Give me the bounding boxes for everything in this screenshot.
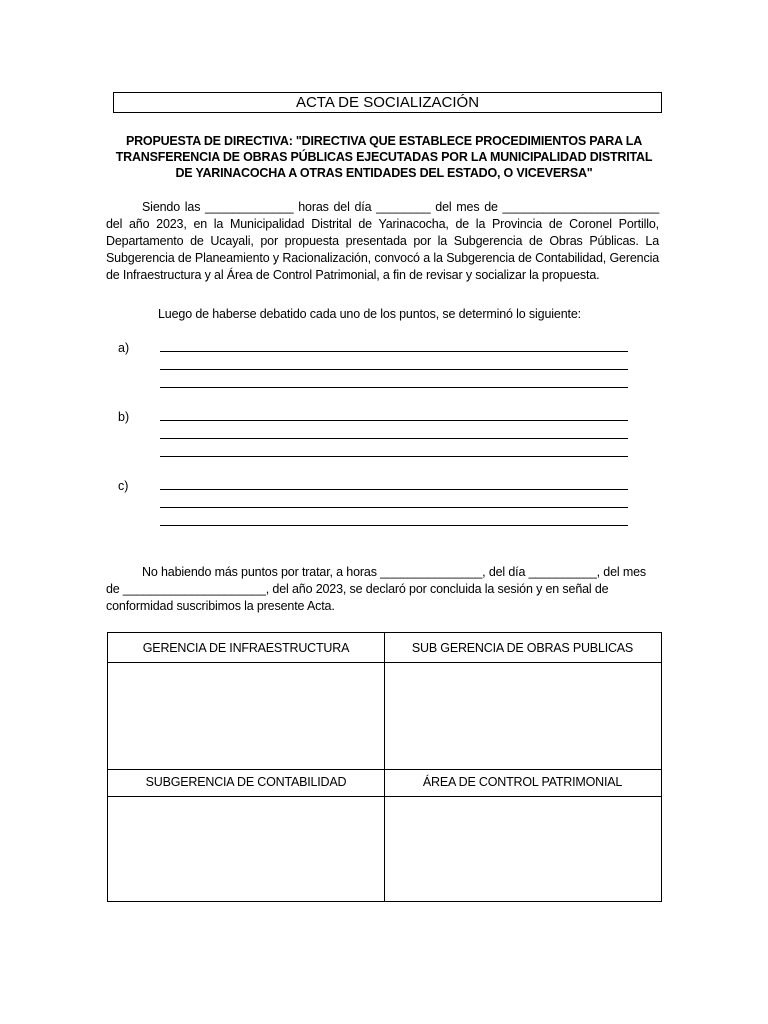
item-label-c: c): [118, 479, 129, 493]
signature-cell-obras-publicas: [384, 633, 661, 769]
item-b-line-3: [160, 456, 628, 457]
item-a-line-2: [160, 369, 628, 370]
document-title: ACTA DE SOCIALIZACIÓN: [113, 92, 662, 113]
signature-header-contabilidad: SUBGERENCIA DE CONTABILIDAD: [145, 775, 347, 789]
signature-cell-infraestructura: [108, 633, 384, 769]
signature-table: [107, 632, 662, 902]
signature-header-infraestructura: GERENCIA DE INFRAESTRUCTURA: [142, 641, 350, 655]
directive-proposal-heading: PROPUESTA DE DIRECTIVA: "DIRECTIVA QUE ESTABLECE PROCEDIMIENTOS PARA LA TRANSFERENCIA DE OBRAS PÚBLICAS EJECUTADAS POR LA MUNICIPALIDAD DISTRITAL DE YARINACOCHA A OTRAS ENTIDADES DEL ESTADO, O VICEVERSA": [115, 134, 653, 180]
signature-header-obras-publicas: SUB GERENCIA DE OBRAS PUBLICAS: [411, 641, 634, 655]
item-c-line-1: [160, 489, 628, 490]
signature-cell-control-patrimonial: [384, 769, 661, 901]
item-label-b: b): [118, 410, 130, 424]
item-c-line-3: [160, 525, 628, 526]
closing-paragraph: No habiendo más puntos por tratar, a horas _______________, del día __________, del mes de _____________________, del año 2023, se declaró por concluida la sesión y en señal de conformidad suscribimos la presente Acta.: [106, 565, 647, 613]
item-label-a: a): [118, 341, 130, 355]
signature-header-control-patrimonial: ÁREA DE CONTROL PATRIMONIAL: [422, 775, 623, 789]
item-b-line-2: [160, 438, 628, 439]
opening-paragraph: Siendo las _____________ horas del día ________ del mes de _______________________ del año 2023, en la Municipalidad Distrital de Yarinacocha, de la Provincia de Coronel Portillo, Departamento de Ucayali, por propuesta presentada por la Subgerencia de Obras Públicas. La Subgerencia de Planeamiento y Racionalización, convocó a la Subgerencia de Contabilidad, Gerencia de Infraestructura y al Área de Control Patrimonial, a fin de revisar y socializar la propuesta.: [106, 200, 659, 282]
debate-paragraph: Luego de haberse debatido cada uno de los puntos, se determinó lo siguiente:: [158, 307, 581, 321]
item-b-line-1: [160, 420, 628, 421]
item-c-line-2: [160, 507, 628, 508]
item-a-line-1: [160, 351, 628, 352]
item-a-line-3: [160, 387, 628, 388]
signature-cell-contabilidad: [108, 769, 384, 901]
